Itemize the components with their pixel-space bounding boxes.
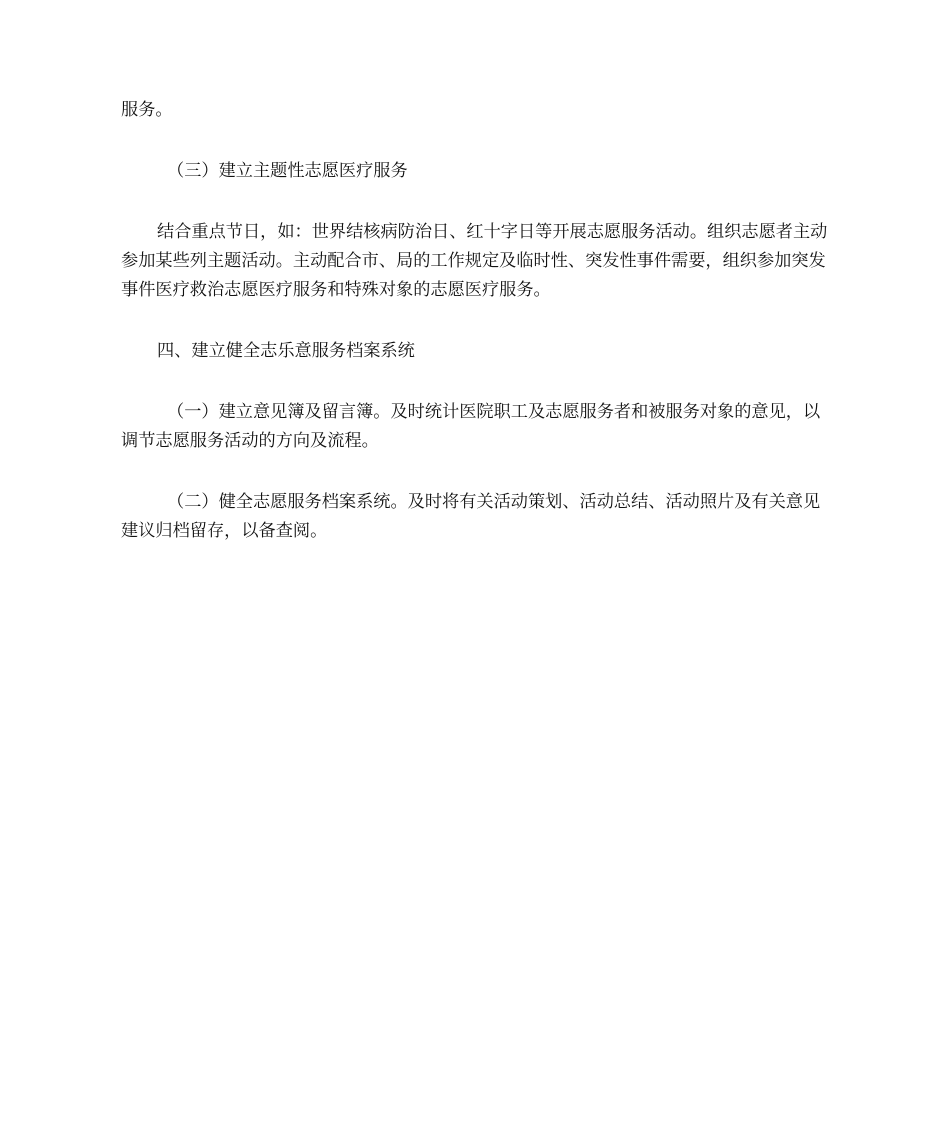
paragraph-continuation: 服务。 [121, 100, 173, 120]
paragraph-spacer [121, 456, 833, 488]
paragraph-feedback-books: （一）建立意见簿及留言簿。及时统计医院职工及志愿服务者和被服务对象的意见，以调节志愿服务活动的方向及流程。 [121, 402, 821, 451]
section-heading-4: 四、建立健全志乐意服务档案系统 [157, 341, 415, 361]
subsection-heading-3: （三）建立主题性志愿医疗服务 [167, 161, 408, 181]
paragraph-spacer [121, 366, 833, 398]
paragraph-theme-services: 结合重点节日，如：世界结核病防治日、红十字日等开展志愿服务活动。组织志愿者主动参加某些列主题活动。主动配合市、局的工作规定及临时性、突发性事件需要，组织参加突发事件医疗救治志愿医疗服务和特殊对象的志愿医疗服务。 [121, 222, 828, 300]
paragraph-spacer [121, 186, 833, 218]
document-body [121, 96, 833, 546]
paragraph-archive-system: （二）健全志愿服务档案系统。及时将有关活动策划、活动总结、活动照片及有关意见建议归档留存，以备查阅。 [121, 492, 821, 541]
paragraph-spacer [121, 305, 833, 337]
paragraph-spacer [121, 125, 833, 157]
